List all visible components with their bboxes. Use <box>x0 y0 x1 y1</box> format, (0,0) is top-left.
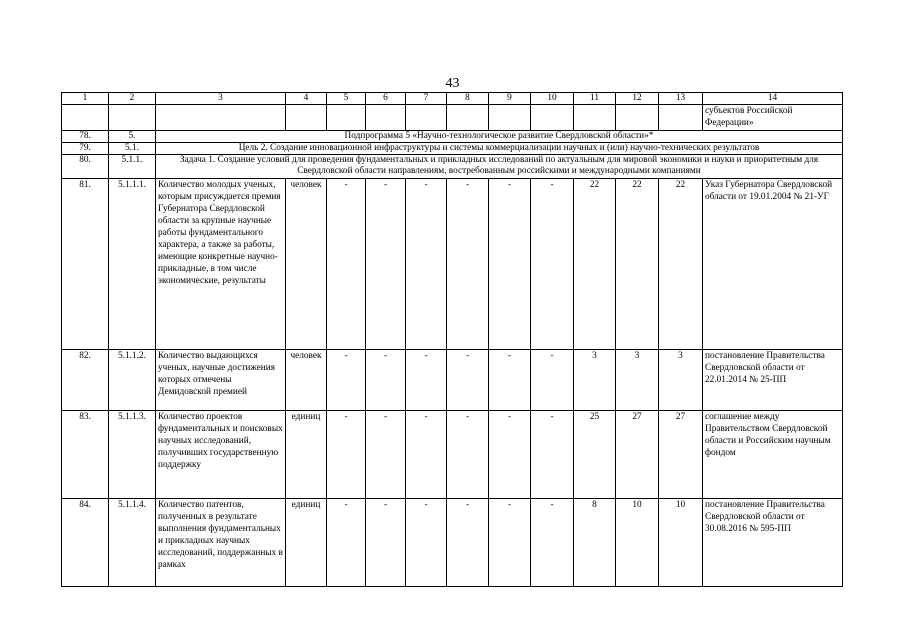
value-cell: 22 <box>574 179 616 350</box>
value-cell: - <box>366 411 406 499</box>
column-header: 14 <box>703 93 843 105</box>
legal-basis: постановление Правительства Свердловской области от 22.01.2014 № 25-ПП <box>703 350 843 411</box>
column-header: 1 <box>62 93 109 105</box>
column-header: 7 <box>406 93 447 105</box>
value-cell: 10 <box>659 499 703 587</box>
table-row <box>62 411 843 499</box>
goal-title: Цель 2. Создание инновационной инфраструктуры и системы коммерциализации научных и (или) научно-технических результатов <box>156 143 843 155</box>
subprogram-title: Подпрограмма 5 «Научно-технологическое развитие Свердловской области»* <box>156 131 843 143</box>
column-header-row <box>62 93 843 105</box>
legal-basis: соглашение между Правительством Свердловской области и Российским научным фондом <box>703 411 843 499</box>
value-cell: - <box>327 350 366 411</box>
value-cell: - <box>531 350 574 411</box>
column-header: 5 <box>327 93 366 105</box>
column-header: 3 <box>156 93 286 105</box>
row-number: 79. <box>62 143 109 155</box>
value-cell: - <box>447 411 489 499</box>
legal-basis: постановление Правительства Свердловской области от 30.08.2016 № 595-ПП <box>703 499 843 587</box>
column-header: 12 <box>616 93 659 105</box>
column-header: 9 <box>489 93 531 105</box>
column-header: 8 <box>447 93 489 105</box>
value-cell: - <box>489 499 531 587</box>
section-row <box>62 131 843 143</box>
value-cell: - <box>447 179 489 350</box>
value-cell: - <box>489 350 531 411</box>
row-number: 84. <box>62 499 109 587</box>
indicators-table <box>61 92 843 587</box>
value-cell: 25 <box>574 411 616 499</box>
row-number: 78. <box>62 131 109 143</box>
row-code: 5.1.1.3. <box>109 411 156 499</box>
section-row <box>62 143 843 155</box>
row-code: 5.1.1.1. <box>109 179 156 350</box>
value-cell: - <box>366 350 406 411</box>
indicator-name: Количество выдающихся ученых, научные достижения которых отмечены Демидовской премией <box>156 350 286 411</box>
value-cell: 10 <box>616 499 659 587</box>
value-cell: 3 <box>616 350 659 411</box>
indicator-name: Количество патентов, полученных в результате выполнения фундаментальных и прикладных научных исследований, поддержанных в рамках <box>156 499 286 587</box>
column-header: 4 <box>286 93 327 105</box>
row-code: 5.1. <box>109 143 156 155</box>
unit-cell: человек <box>286 179 327 350</box>
value-cell: - <box>447 499 489 587</box>
unit-cell: единиц <box>286 411 327 499</box>
table-row <box>62 350 843 411</box>
row-code: 5.1.1.4. <box>109 499 156 587</box>
value-cell: - <box>327 411 366 499</box>
row-code: 5.1.1.2. <box>109 350 156 411</box>
value-cell: - <box>447 350 489 411</box>
task-title: Задача 1. Создание условий для проведения фундаментальных и прикладных исследований по актуальным для мировой экономики и науки и приоритетным для Свердловской области направлениям, востребованным российскими и международными компаниями <box>156 155 843 179</box>
row-number: 82. <box>62 350 109 411</box>
value-cell: 27 <box>659 411 703 499</box>
value-cell: 27 <box>616 411 659 499</box>
column-header: 10 <box>531 93 574 105</box>
column-header: 13 <box>659 93 703 105</box>
value-cell: - <box>366 179 406 350</box>
column-header: 11 <box>574 93 616 105</box>
value-cell: - <box>406 499 447 587</box>
legal-basis: Указ Губернатора Свердловской области от 19.01.2004 № 21-УГ <box>703 179 843 350</box>
table-row <box>62 179 843 350</box>
value-cell: 3 <box>574 350 616 411</box>
value-cell: - <box>406 350 447 411</box>
column-header: 2 <box>109 93 156 105</box>
value-cell: 22 <box>616 179 659 350</box>
value-cell: - <box>531 411 574 499</box>
row-code: 5.1.1. <box>109 155 156 179</box>
value-cell: 3 <box>659 350 703 411</box>
value-cell: - <box>406 411 447 499</box>
row-number: 83. <box>62 411 109 499</box>
section-row <box>62 155 843 179</box>
value-cell: - <box>327 499 366 587</box>
value-cell: - <box>489 179 531 350</box>
value-cell: - <box>327 179 366 350</box>
row-number: 81. <box>62 179 109 350</box>
indicator-name: Количество молодых ученых, которым присуждается премия Губернатора Свердловской области за крупные научные работы фундаментального характера, а также за работы, имеющие конкретные научно-прикладные, в том числе экономические, результаты <box>156 179 286 350</box>
row-number: 80. <box>62 155 109 179</box>
value-cell: 8 <box>574 499 616 587</box>
page-number: 43 <box>445 76 460 91</box>
value-cell: - <box>489 411 531 499</box>
continuation-row <box>62 105 843 131</box>
value-cell: - <box>531 179 574 350</box>
value-cell: - <box>406 179 447 350</box>
column-header: 6 <box>366 93 406 105</box>
continuation-text: субъектов Российской Федерации» <box>703 105 843 131</box>
value-cell: - <box>531 499 574 587</box>
value-cell: 22 <box>659 179 703 350</box>
indicator-name: Количество проектов фундаментальных и поисковых научных исследований, получивших государственную поддержку <box>156 411 286 499</box>
row-code: 5. <box>109 131 156 143</box>
unit-cell: единиц <box>286 499 327 587</box>
table-row <box>62 499 843 587</box>
value-cell: - <box>366 499 406 587</box>
unit-cell: человек <box>286 350 327 411</box>
